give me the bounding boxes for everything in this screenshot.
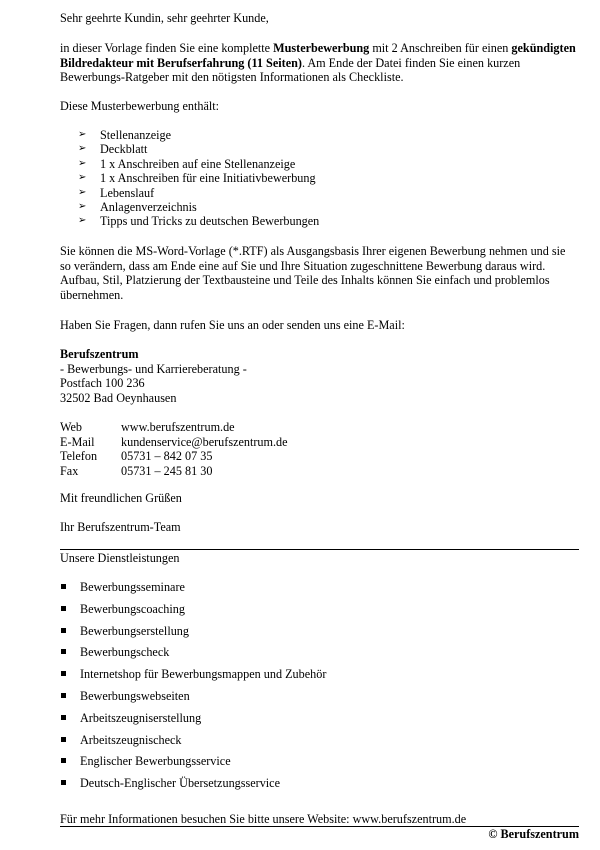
list-item: Internetshop für Bewerbungsmappen und Zubehör <box>60 667 326 689</box>
divider <box>60 549 579 550</box>
questions-paragraph: Haben Sie Fragen, dann rufen Sie uns an oder senden uns eine E-Mail: <box>60 318 405 332</box>
list-item: Bewerbungscoaching <box>60 602 326 624</box>
list-item: Bewerbungscheck <box>60 645 326 667</box>
square-bullet-icon <box>61 671 66 676</box>
square-bullet-icon <box>61 737 66 742</box>
company-tagline: - Bewerbungs- und Karriereberatung - <box>60 361 247 376</box>
list-item: ➢ Anlagenverzeichnis <box>78 199 197 214</box>
arrow-bullet-icon: ➢ <box>78 215 87 227</box>
intro-bold-1: Musterbewerbung <box>273 41 370 55</box>
footer-text: Für mehr Informationen besuchen Sie bitte unsere Website: www.berufszentrum.de <box>60 812 467 826</box>
list-item: Arbeitszeugniserstellung <box>60 711 326 733</box>
square-bullet-icon <box>61 780 66 785</box>
arrow-bullet-icon: ➢ <box>78 129 87 140</box>
square-bullet-icon <box>61 649 66 654</box>
arrow-bullet-icon: ➢ <box>78 200 87 212</box>
contents-heading: Diese Musterbewerbung enthält: <box>60 99 220 113</box>
intro-text-2: mit 2 Anschreiben für einen <box>369 41 512 55</box>
company-city: 32502 Bad Oeynhausen <box>60 390 177 405</box>
list-item: Bewerbungsseminare <box>60 580 326 602</box>
square-bullet-icon <box>61 584 66 589</box>
contents-list <box>78 128 319 229</box>
signature: Ihr Berufszentrum-Team <box>60 520 181 534</box>
intro-paragraph <box>60 41 579 85</box>
square-bullet-icon <box>61 693 66 698</box>
email-link[interactable]: kundenservice@berufszentrum.de <box>121 434 288 449</box>
company-po-box: Postfach 100 236 <box>60 376 145 391</box>
intro-bold-2: gekündigten Bildredakteur mit Berufserfahrung (11 Seiten) <box>60 41 576 70</box>
arrow-bullet-icon: ➢ <box>78 143 87 155</box>
web-link[interactable]: www.berufszentrum.de <box>121 420 235 434</box>
contact-row-web: Web www.berufszentrum.de <box>60 420 235 434</box>
square-bullet-icon <box>61 628 66 633</box>
contact-block <box>60 420 579 478</box>
list-item: ➢ Deckblatt <box>78 142 148 157</box>
square-bullet-icon <box>61 715 66 720</box>
intro-text-3: . Am Ende der Datei finden Sie einen kurzen Bewerbungs-Ratgeber mit den nötigsten Informationen als Checkliste. <box>60 55 521 85</box>
arrow-bullet-icon: ➢ <box>78 186 87 198</box>
greeting: Sehr geehrte Kundin, sehr geehrter Kunde, <box>60 11 269 25</box>
list-item: Bewerbungserstellung <box>60 624 326 646</box>
list-item: Deutsch-Englischer Übersetzungsservice <box>60 776 326 798</box>
copyright: © Berufszentrum <box>488 827 579 841</box>
contact-row-phone: Telefon 05731 – 842 07 35 <box>60 449 213 464</box>
list-item: ➢ 1 x Anschreiben für eine Initiativbewerbung <box>78 171 316 186</box>
closing: Mit freundlichen Grüßen <box>60 491 182 505</box>
square-bullet-icon <box>61 758 66 763</box>
arrow-bullet-icon: ➢ <box>78 157 87 169</box>
arrow-bullet-icon: ➢ <box>78 172 87 184</box>
phone-number: 05731 – 842 07 35 <box>121 449 213 464</box>
list-item: Arbeitszeugnischeck <box>60 733 326 755</box>
list-item: Englischer Bewerbungsservice <box>60 754 326 776</box>
intro-text-1: in dieser Vorlage finden Sie eine komplette <box>60 41 274 55</box>
company-name: Berufszentrum <box>60 347 139 361</box>
list-item: ➢ Lebenslauf <box>78 185 155 200</box>
usage-paragraph: Sie können die MS-Word-Vorlage (*.RTF) als Ausgangsbasis Ihrer eigenen Bewerbung nehmen und sie so verändern, dass am Ende eine auf Sie und Ihre Situation zugeschnittene Bewerbung daraus wird. Aufbau, Stil, Platzierung der Textbausteine und Teile des Inhalts können Sie einfach und problemlos übernehmen. <box>60 244 566 302</box>
list-item: ➢ Tipps und Tricks zu deutschen Bewerbungen <box>78 214 320 229</box>
square-bullet-icon <box>61 606 66 611</box>
services-list <box>60 580 326 798</box>
fax-number: 05731 – 245 81 30 <box>121 463 213 478</box>
address-block <box>60 347 579 405</box>
list-item: Bewerbungswebseiten <box>60 689 326 711</box>
list-item: ➢ Stellenanzeige <box>78 128 172 142</box>
contact-row-email: E-Mail kundenservice@berufszentrum.de <box>60 434 288 449</box>
services-heading: Unsere Dienstleistungen <box>60 551 180 565</box>
contact-row-fax: Fax 05731 – 245 81 30 <box>60 463 213 478</box>
list-item: ➢ 1 x Anschreiben auf eine Stellenanzeige <box>78 156 296 171</box>
